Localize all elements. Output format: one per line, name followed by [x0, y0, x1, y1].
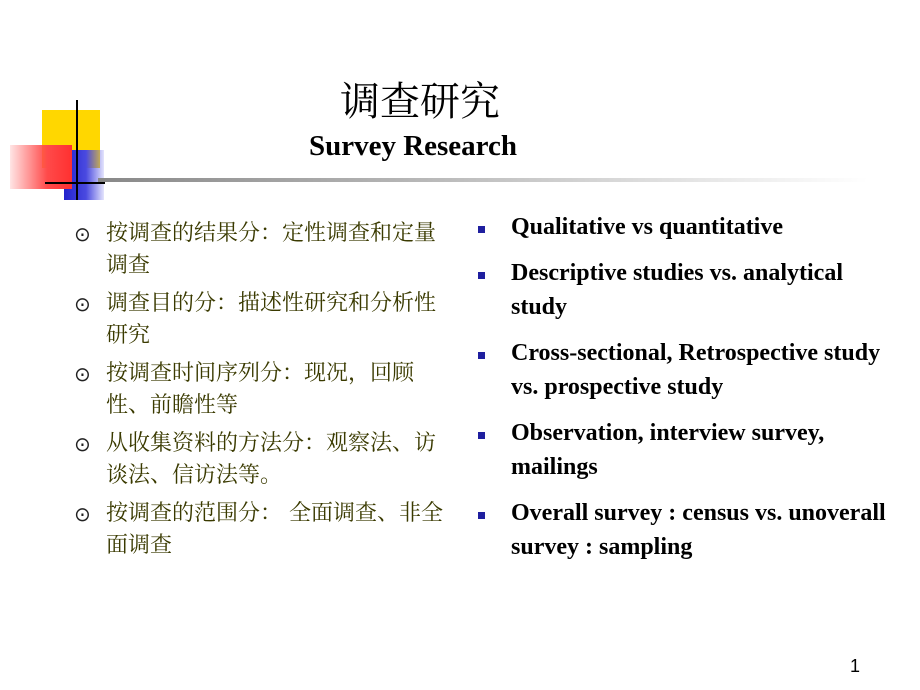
- bullet-text: 按调查时间序列分：现况，回顾性、前瞻性等: [106, 361, 415, 418]
- title-divider: [98, 178, 868, 182]
- bullet-text: 按调查的范围分： 全面调查、非全面调查: [106, 501, 443, 558]
- list-item: [474, 416, 894, 484]
- list-item: [474, 256, 894, 324]
- bullet-text: Descriptive studies vs. analytical study: [511, 260, 843, 320]
- circled-dot-icon: ⊙: [74, 222, 91, 246]
- bullet-text: 调查目的分：描述性研究和分析性研究: [106, 291, 437, 348]
- bullet-text: Overall survey : census vs. unoverall survey : sampling: [511, 500, 886, 560]
- list-item: [474, 336, 894, 404]
- bullet-text: 按调查的结果分：定性调查和定量调查: [106, 221, 437, 278]
- square-bullet-icon: [478, 272, 485, 279]
- list-item: [72, 218, 452, 282]
- page-number: 1: [850, 656, 861, 676]
- bullet-text: 从收集资料的方法分：观察法、访谈法、信访法等。: [106, 431, 437, 488]
- square-bullet-icon: [478, 512, 485, 519]
- bullet-text: Cross-sectional, Retrospective study vs. prospective study: [511, 340, 881, 400]
- list-item: [72, 288, 452, 352]
- circled-dot-icon: ⊙: [74, 502, 91, 526]
- square-bullet-icon: [478, 432, 485, 439]
- list-item: [474, 496, 894, 564]
- chinese-bullet-list: [72, 218, 452, 568]
- square-bullet-icon: [478, 352, 485, 359]
- circled-dot-icon: ⊙: [74, 362, 91, 386]
- bullet-text: Observation, interview survey, mailings: [511, 420, 825, 480]
- circled-dot-icon: ⊙: [74, 292, 91, 316]
- circled-dot-icon: ⊙: [74, 432, 91, 456]
- list-item: [72, 428, 452, 492]
- bullet-text: Qualitative vs quantitative: [511, 214, 784, 240]
- list-item: [474, 210, 894, 244]
- slide-title-chinese: 调查研究: [340, 79, 500, 125]
- slide-title-english: Survey Research: [308, 130, 518, 162]
- list-item: [72, 358, 452, 422]
- horizontal-line: [45, 182, 105, 184]
- square-bullet-icon: [478, 226, 485, 233]
- english-bullet-list: [474, 210, 894, 576]
- list-item: [72, 498, 452, 562]
